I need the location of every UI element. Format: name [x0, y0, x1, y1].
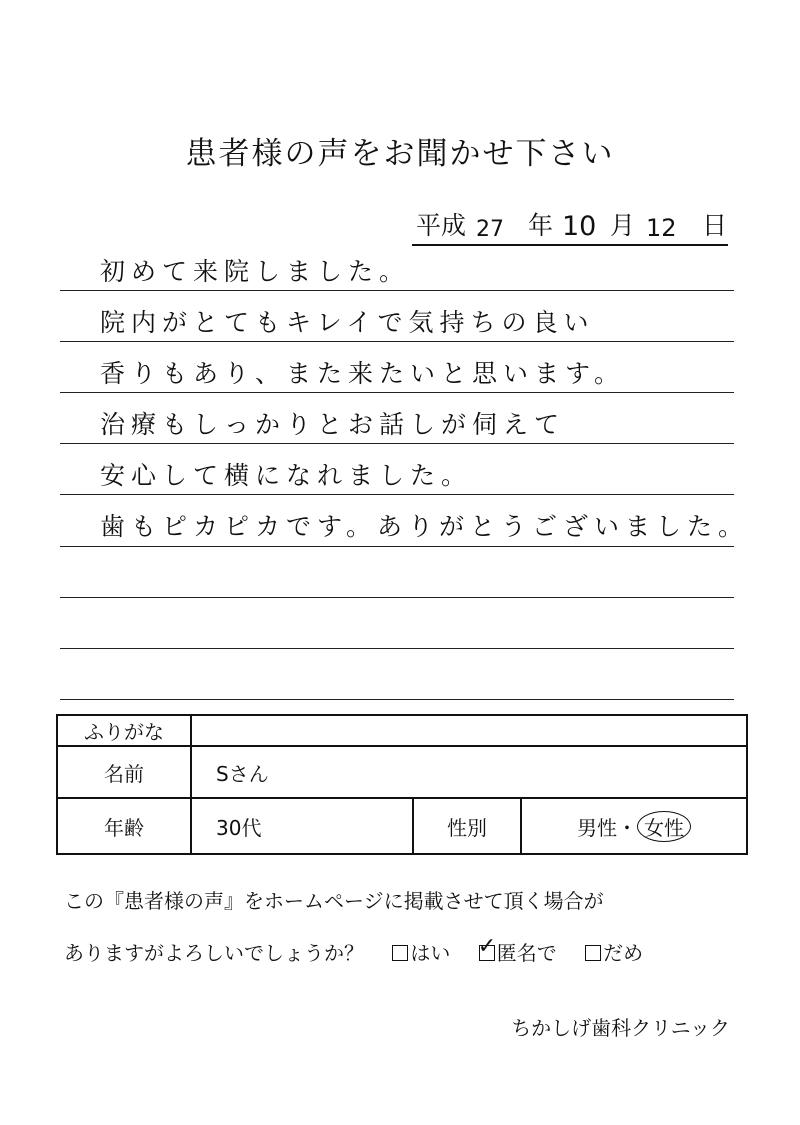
writing-rule — [60, 290, 734, 291]
option-yes-label: はい — [410, 941, 451, 965]
comment-line: 歯もピカピカです。ありがとうございました。 — [100, 512, 750, 541]
date-field — [412, 208, 728, 246]
comment-line: 院内がとてもキレイで気持ちの良い — [100, 308, 595, 337]
age-label: 年齢 — [57, 798, 191, 854]
comment-line: 治療もしっかりとお話しが伺えて — [100, 410, 566, 439]
age-field[interactable]: 30代 — [191, 798, 413, 854]
checkbox-no[interactable] — [585, 945, 601, 961]
consent-text-line2: ありますがよろしいでしょうか？ — [64, 941, 364, 965]
date-month-unit: 月 — [610, 211, 636, 240]
date-year: 27 — [476, 217, 504, 242]
checkbox-yes[interactable] — [392, 945, 408, 961]
writing-rule — [60, 597, 734, 598]
writing-rule — [60, 546, 734, 547]
comment-line: 初めて来院しました。 — [100, 257, 411, 286]
option-no[interactable] — [585, 941, 643, 965]
comment-line: 安心して横になれました。 — [100, 461, 473, 490]
consent-question — [64, 934, 644, 966]
gender-label: 性別 — [413, 798, 521, 854]
date-era: 平成 — [416, 211, 467, 240]
furigana-label: ふりがな — [57, 715, 191, 746]
checkmark-icon: ✓ — [477, 934, 497, 959]
patient-info-table — [56, 714, 748, 855]
date-month: 10 — [562, 211, 597, 242]
writing-rule — [60, 392, 734, 393]
gender-female-option[interactable]: 女性 — [637, 811, 691, 842]
gender-separator: ・ — [617, 815, 637, 840]
writing-rule — [60, 648, 734, 649]
date-day: 12 — [646, 214, 677, 242]
name-label: 名前 — [57, 746, 191, 798]
furigana-field[interactable] — [191, 715, 747, 746]
clinic-name: ちかしげ歯科クリニック — [511, 1016, 730, 1040]
page-title: 患者様の声をお聞かせ下さい — [185, 136, 615, 172]
option-anonymous-label: 匿名で — [496, 941, 557, 965]
gender-options — [521, 798, 747, 854]
date-year-unit: 年 — [528, 211, 554, 240]
option-no-label: だめ — [603, 941, 644, 965]
name-field[interactable]: Sさん — [191, 746, 747, 798]
writing-rule — [60, 699, 734, 700]
gender-male-option[interactable]: 男性 — [577, 815, 617, 840]
writing-rule — [60, 341, 734, 342]
comment-line: 香りもあり、また来たいと思います。 — [100, 359, 626, 388]
option-anonymous[interactable] — [477, 934, 563, 965]
option-yes[interactable] — [392, 941, 456, 965]
checkbox-anonymous[interactable] — [477, 934, 497, 961]
writing-rule — [60, 443, 734, 444]
consent-text-line1: この『患者様の声』をホームページに掲載させて頂く場合が — [64, 889, 604, 913]
date-day-unit: 日 — [702, 211, 728, 240]
writing-rule — [60, 494, 734, 495]
